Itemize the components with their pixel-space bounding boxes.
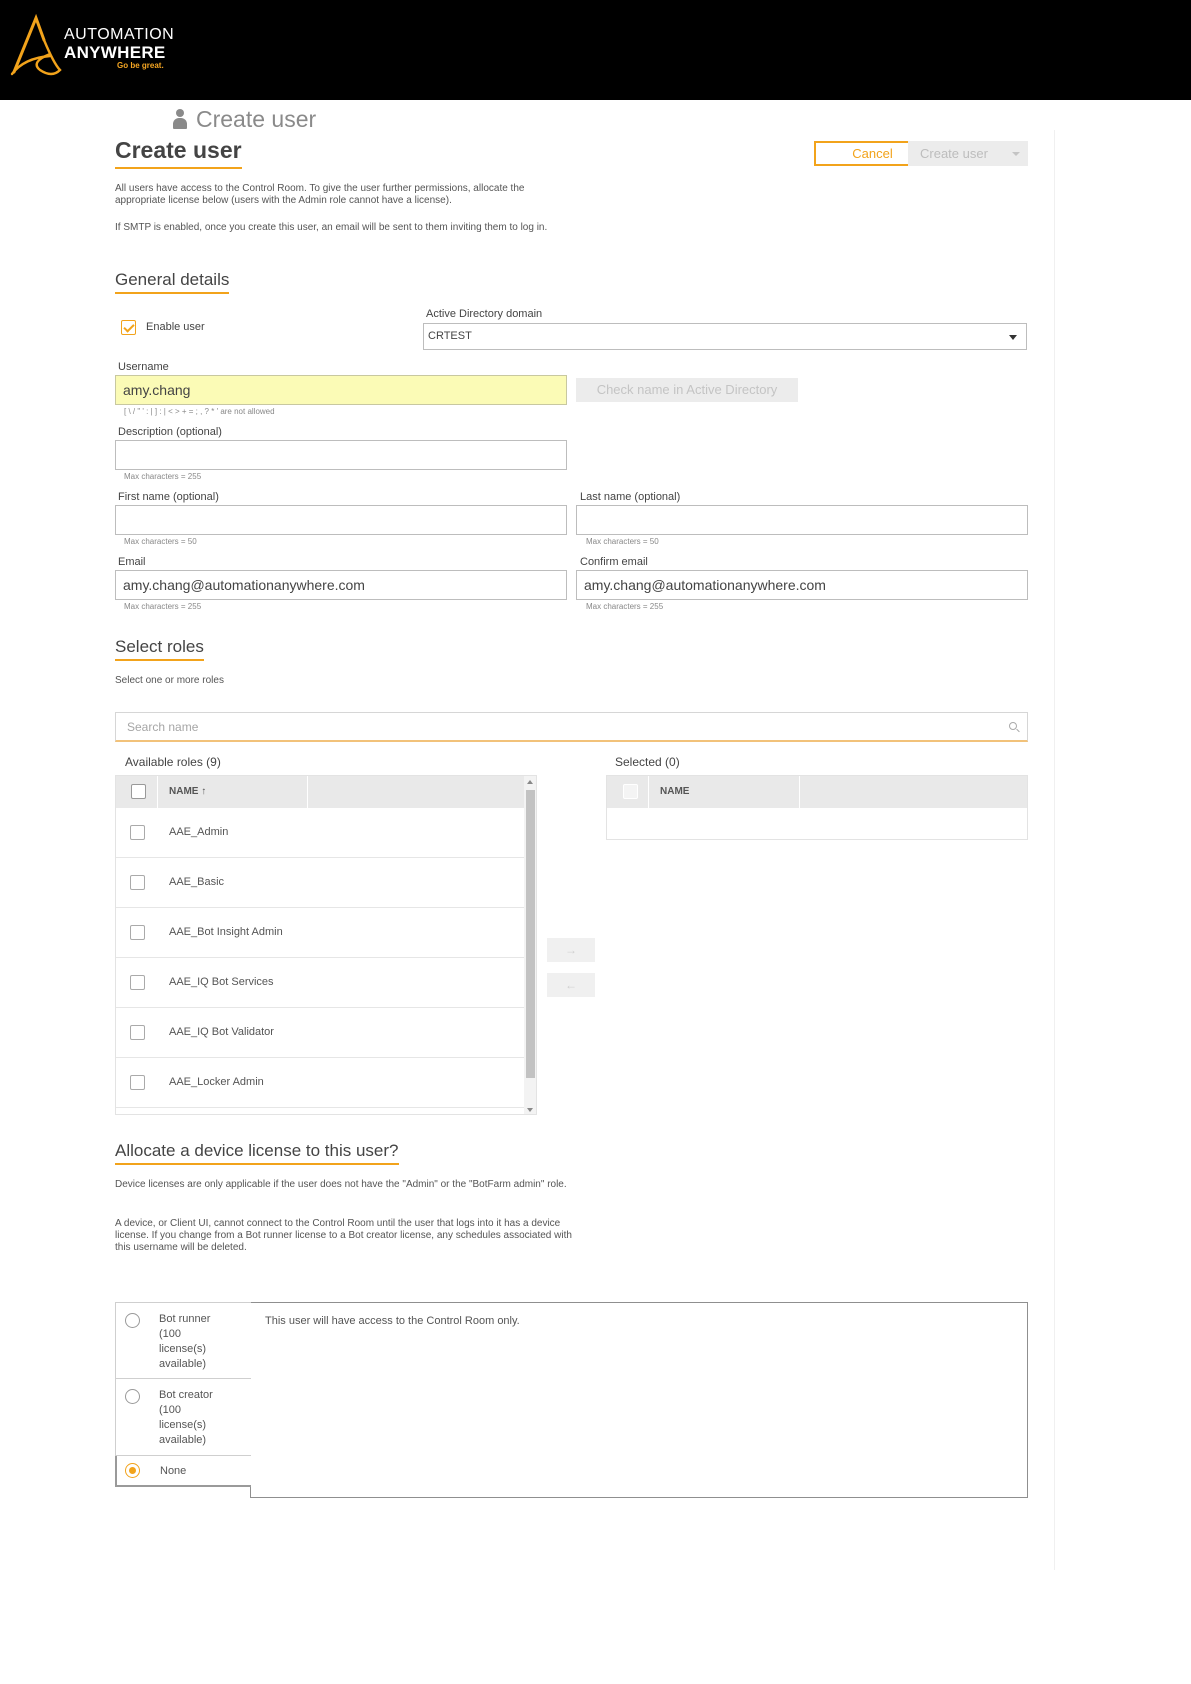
email-input[interactable]: amy.chang@automationanywhere.com xyxy=(115,570,567,600)
role-name: AAE_Basic xyxy=(169,876,225,888)
role-checkbox[interactable] xyxy=(130,1075,145,1090)
remove-role-button[interactable]: ← xyxy=(547,973,595,997)
search-icon[interactable] xyxy=(1009,722,1017,730)
role-name: AAE_Bot Insight Admin xyxy=(169,926,283,938)
available-roles-heading xyxy=(125,755,221,769)
ad-domain-value: CRTEST xyxy=(428,330,472,342)
description-input[interactable] xyxy=(115,440,567,470)
bot-runner-radio[interactable] xyxy=(125,1313,140,1328)
license-text-2: A device, or Client UI, cannot connect to the Control Room until the user that logs into it has a device license. If you change from a Bot runner license to a Bot creator license, any schedules associated with this username will be deleted. xyxy=(115,1218,572,1253)
general-details-heading: General details xyxy=(115,270,229,294)
last-name-label: Last name (optional) xyxy=(580,491,681,503)
name-column-label: NAME xyxy=(169,786,199,797)
selected-roles-count: (0) xyxy=(665,755,680,769)
enable-user-checkbox[interactable] xyxy=(121,320,136,335)
add-role-button[interactable]: → xyxy=(547,938,595,962)
role-search-placeholder: Search name xyxy=(127,720,199,734)
description-label: Description (optional) xyxy=(118,426,222,438)
select-roles-heading: Select roles xyxy=(115,637,204,661)
scroll-down-icon[interactable] xyxy=(527,1108,533,1112)
create-user-button-label: Create user xyxy=(920,146,988,161)
scroll-up-icon[interactable] xyxy=(527,780,533,784)
confirm-email-label: Confirm email xyxy=(580,556,648,568)
confirm-email-hint: Max characters = 255 xyxy=(586,602,664,611)
chevron-down-icon xyxy=(1009,335,1017,340)
first-name-input[interactable] xyxy=(115,505,567,535)
available-roles-header xyxy=(116,776,524,808)
table-row[interactable] xyxy=(116,1058,524,1108)
scrollbar-thumb[interactable] xyxy=(526,790,535,1078)
roles-scrollbar[interactable] xyxy=(524,776,537,1115)
last-name-hint: Max characters = 50 xyxy=(586,537,659,546)
first-name-label: First name (optional) xyxy=(118,491,219,503)
brand-line-2: ANYWHERE xyxy=(64,43,166,62)
role-name: AAE_IQ Bot Validator xyxy=(169,1026,274,1038)
top-bar xyxy=(0,0,1191,100)
table-row[interactable] xyxy=(116,808,524,858)
username-label: Username xyxy=(118,361,169,373)
selected-roles-heading xyxy=(615,755,680,769)
cancel-button[interactable]: Cancel xyxy=(814,141,931,166)
license-heading: Allocate a device license to this user? xyxy=(115,1141,399,1165)
license-option-bot-runner[interactable] xyxy=(115,1302,251,1379)
selected-roles-header xyxy=(607,776,1028,808)
select-all-selected-checkbox[interactable] xyxy=(623,784,638,799)
selected-name-column-header[interactable]: NAME xyxy=(660,786,690,797)
select-all-roles-checkbox[interactable] xyxy=(131,784,146,799)
ad-domain-select[interactable] xyxy=(423,323,1027,350)
role-checkbox[interactable] xyxy=(130,975,145,990)
brand-logo xyxy=(10,14,200,78)
brand-line-1: AUTOMATION xyxy=(64,26,175,43)
available-roles-label: Available roles xyxy=(125,755,203,769)
role-name: AAE_Locker Admin xyxy=(169,1076,264,1088)
enable-user-label: Enable user xyxy=(146,321,205,333)
confirm-email-input[interactable]: amy.chang@automationanywhere.com xyxy=(576,570,1028,600)
license-option-none[interactable] xyxy=(115,1456,251,1487)
email-hint: Max characters = 255 xyxy=(124,602,202,611)
role-name: AAE_Admin xyxy=(169,826,229,838)
sort-ascending-icon: ↑ xyxy=(201,786,207,797)
license-text-1: Device licenses are only applicable if the user does not have the "Admin" or the "BotFarm admin" role. xyxy=(115,1179,567,1190)
bot-creator-label: Bot creator (100 license(s) available) xyxy=(159,1389,213,1446)
page-title: Create user xyxy=(115,137,242,169)
license-option-bot-creator[interactable] xyxy=(115,1379,251,1456)
available-roles-count: (9) xyxy=(206,755,221,769)
table-row[interactable] xyxy=(116,908,524,958)
bot-creator-radio[interactable] xyxy=(125,1389,140,1404)
create-user-button[interactable] xyxy=(908,141,1028,166)
username-hint: [ \ / " ' : | ] : | < > + = ; , ? * ' are not allowed xyxy=(124,407,275,416)
description-hint: Max characters = 255 xyxy=(124,472,202,481)
role-name: AAE_IQ Bot Services xyxy=(169,976,274,988)
username-input[interactable]: amy.chang xyxy=(115,375,567,405)
selected-roles-label: Selected xyxy=(615,755,662,769)
table-row[interactable] xyxy=(116,1008,524,1058)
table-row[interactable] xyxy=(116,958,524,1008)
role-checkbox[interactable] xyxy=(130,825,145,840)
ad-domain-label: Active Directory domain xyxy=(426,308,543,320)
create-user-panel xyxy=(100,130,1055,1570)
chevron-down-icon[interactable] xyxy=(1012,152,1020,156)
role-checkbox[interactable] xyxy=(130,1025,145,1040)
check-active-directory-button[interactable]: Check name in Active Directory xyxy=(576,378,798,402)
brand-tagline: Go be great. xyxy=(117,61,164,70)
logo-a-icon xyxy=(10,14,66,78)
available-roles-table xyxy=(115,775,537,1115)
last-name-input[interactable] xyxy=(576,505,1028,535)
user-icon xyxy=(172,109,188,129)
selected-roles-table xyxy=(606,775,1028,840)
name-column-header[interactable] xyxy=(169,786,206,797)
role-checkbox[interactable] xyxy=(130,875,145,890)
intro-text-1: All users have access to the Control Room. To give the user further permissions, allocate the appropriate license below (users with the Admin role cannot have a license). xyxy=(115,183,525,206)
table-row[interactable] xyxy=(116,858,524,908)
email-label: Email xyxy=(118,556,146,568)
role-checkbox[interactable] xyxy=(130,925,145,940)
first-name-hint: Max characters = 50 xyxy=(124,537,197,546)
role-search-input[interactable] xyxy=(115,712,1028,742)
intro-text-2: If SMTP is enabled, once you create this user, an email will be sent to them inviting them to log in. xyxy=(115,222,548,233)
license-description-box: This user will have access to the Control Room only. xyxy=(250,1302,1028,1498)
breadcrumb-label: Create user xyxy=(196,105,317,132)
none-radio[interactable] xyxy=(125,1463,140,1478)
bot-runner-label: Bot runner (100 license(s) available) xyxy=(159,1313,211,1370)
select-roles-subtitle: Select one or more roles xyxy=(115,675,224,686)
none-label: None xyxy=(160,1465,187,1477)
